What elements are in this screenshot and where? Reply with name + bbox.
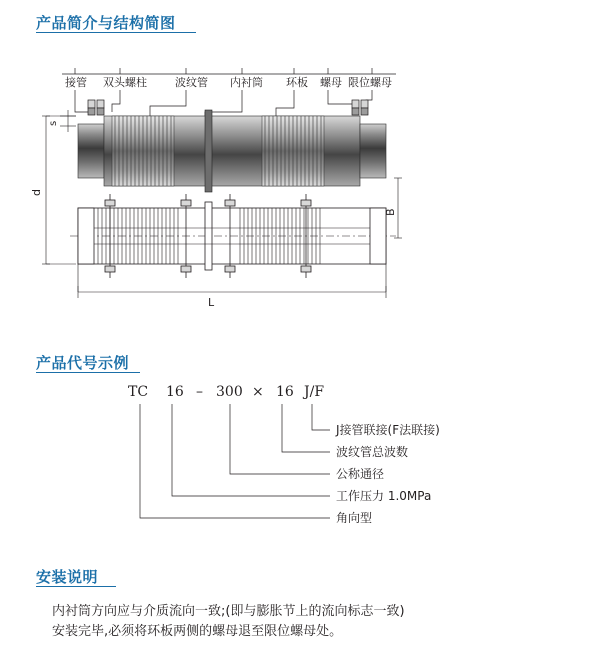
callout-label: 螺母 — [320, 76, 342, 89]
code-token: TC — [128, 384, 149, 400]
code-legend-item: 波纹管总波数 — [336, 445, 409, 459]
code-token: – — [196, 384, 203, 400]
code-legend-item: 公称通径 — [336, 467, 385, 481]
callout-label: 内衬筒 — [230, 76, 263, 89]
product-code-svg — [0, 372, 600, 542]
section-title-install-underline — [36, 586, 116, 587]
callout-label: 接管 — [65, 76, 87, 89]
dim-label-s: s — [48, 120, 59, 126]
code-legend-item: 角向型 — [336, 511, 373, 525]
section-title-code: 产品代号示例 — [36, 354, 130, 372]
callout-label: 环板 — [286, 76, 308, 89]
dim-label-B: B — [384, 208, 397, 216]
install-line-1: 内衬筒方向应与介质流向一致;(即与膨胀节上的流向标志一致) — [52, 604, 405, 619]
callout-label: 波纹管 — [175, 76, 208, 89]
code-token: 16 — [276, 384, 294, 400]
section-title-intro: 产品简介与结构简图 — [36, 14, 176, 32]
section-title-install: 安装说明 — [36, 568, 99, 586]
code-legend-item: 工作压力 1.0MPa — [336, 489, 432, 503]
dim-label-d: d — [30, 189, 43, 196]
code-token: 16 — [166, 384, 184, 400]
install-line-2: 安装完毕,必须将环板两侧的螺母退至限位螺母处。 — [52, 624, 343, 639]
callout-label: 双头螺柱 — [103, 76, 147, 89]
code-token: × — [252, 384, 264, 400]
structure-diagram — [0, 60, 600, 310]
code-token: J/F — [304, 384, 325, 400]
callout-label: 限位螺母 — [348, 76, 392, 89]
product-code-diagram — [0, 372, 600, 542]
section-title-intro-underline — [36, 32, 196, 33]
code-legend-item: J接管联接(F法联接) — [336, 423, 440, 437]
code-token: 300 — [216, 384, 243, 400]
dim-label-L: L — [208, 296, 215, 309]
structure-diagram-svg — [0, 60, 600, 310]
